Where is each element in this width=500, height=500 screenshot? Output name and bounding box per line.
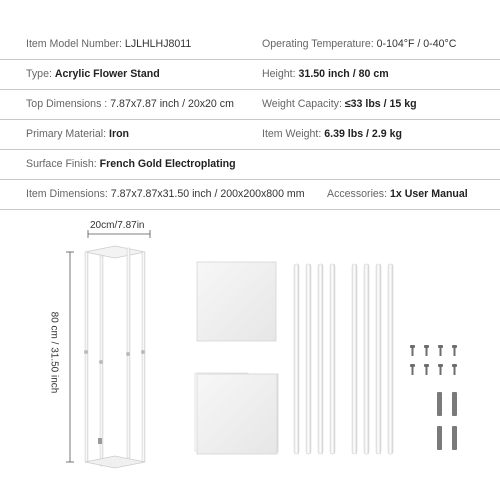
spec-row-finish [0, 150, 500, 180]
temp-value: 0-104°F / 0-40°C [376, 38, 457, 50]
type-label: Type: [26, 68, 52, 80]
topdim-label: Top Dimensions : [26, 98, 108, 110]
spec-accessories [327, 180, 468, 209]
accessories-value: 1x User Manual [390, 188, 468, 200]
spec-row-itemdim [0, 180, 500, 210]
accessories-label: Accessories: [327, 188, 388, 200]
model-label: Item Model Number: [26, 38, 122, 50]
material-label: Primary Material: [26, 128, 107, 140]
spec-row-material [0, 120, 500, 150]
spec-row-model [0, 30, 500, 60]
topdim-value: 7.87x7.87 inch / 20x20 cm [110, 98, 234, 110]
spec-model [26, 30, 191, 59]
spec-finish [26, 150, 236, 179]
weight-label: Item Weight: [262, 128, 322, 140]
spec-height [262, 60, 389, 89]
itemdim-value: 7.87x7.87x31.50 inch / 200x200x800 mm [110, 188, 305, 200]
finish-label: Surface Finish: [26, 158, 97, 170]
spec-capacity [262, 90, 417, 119]
weight-value: 6.39 lbs / 2.9 kg [324, 128, 402, 140]
spec-topdim [26, 90, 234, 119]
type-value: Acrylic Flower Stand [54, 68, 160, 80]
spec-table [0, 30, 500, 210]
acrylic-plates [195, 262, 278, 454]
spec-type [26, 60, 160, 89]
connectors [437, 392, 457, 450]
product-illustration [0, 212, 500, 500]
spec-weight [262, 120, 402, 149]
capacity-value: ≤33 lbs / 15 kg [344, 98, 417, 110]
spec-material [26, 120, 129, 149]
screws [410, 345, 457, 375]
width-dimension-label: 20cm/7.87in [90, 220, 145, 231]
spec-row-topdim [0, 90, 500, 120]
finish-value: French Gold Electroplating [99, 158, 236, 170]
parts-drawing [0, 212, 500, 500]
spec-itemdim [26, 180, 305, 209]
height-dimension-label: 80 cm / 31.50 inch [48, 311, 60, 394]
height-label: Height: [262, 68, 296, 80]
height-value: 31.50 inch / 80 cm [298, 68, 389, 80]
itemdim-label: Item Dimensions: [26, 188, 108, 200]
acrylic-rods-group-1 [294, 264, 335, 454]
acrylic-rods-group-2 [352, 264, 393, 454]
spec-row-type [0, 60, 500, 90]
assembled-stand [66, 230, 150, 468]
spec-temp [262, 30, 456, 59]
material-value: Iron [109, 128, 130, 140]
temp-label: Operating Temperature: [262, 38, 374, 50]
capacity-label: Weight Capacity: [262, 98, 342, 110]
model-value: LJLHLHJ8011 [124, 38, 192, 50]
